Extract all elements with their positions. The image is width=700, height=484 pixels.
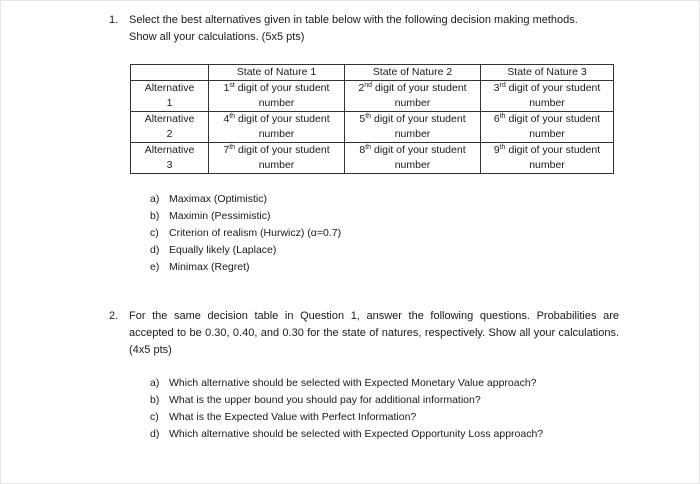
list-item-text: Maximin (Pessimistic)	[169, 210, 271, 222]
list-item	[150, 392, 543, 409]
alternative-number: 2	[166, 128, 173, 140]
question-1-method-list	[150, 191, 341, 276]
cell-text: digit of your student	[505, 144, 601, 156]
list-item	[150, 259, 341, 276]
table-cell	[209, 81, 345, 112]
question-1-number: 1.	[109, 14, 119, 26]
cell-line-1	[483, 112, 611, 127]
ordinal-suffix: th	[499, 113, 506, 120]
list-item-text: Equally likely (Laplace)	[169, 244, 277, 256]
cell-line-1	[347, 112, 478, 127]
list-item-text: Minimax (Regret)	[169, 261, 250, 273]
cell-line-1	[483, 143, 611, 158]
list-item	[150, 191, 341, 208]
list-item-text: Maximax (Optimistic)	[169, 193, 268, 205]
cell-line-2: number	[258, 159, 295, 171]
table-cell	[481, 112, 614, 143]
question-2-subquestion-list	[150, 375, 543, 443]
cell-text: digit of your student	[505, 113, 601, 125]
list-item	[150, 426, 543, 443]
list-item-label: b)	[150, 210, 160, 222]
question-1-line-1: Select the best alternatives given in table below with the following decision making methods.	[129, 14, 578, 26]
table-header-cell: State of Nature 3	[481, 65, 614, 81]
ordinal-suffix: th	[229, 144, 236, 151]
ordinal-suffix: th	[365, 113, 372, 120]
table-corner-cell	[131, 65, 209, 81]
alternative-word: Alternative	[144, 144, 195, 156]
table-header-row	[131, 65, 614, 81]
cell-line-1	[347, 143, 478, 158]
ordinal-number: 3	[493, 82, 500, 94]
table-cell	[481, 143, 614, 174]
list-item-label: c)	[150, 227, 159, 239]
ordinal-suffix: th	[365, 144, 372, 151]
ordinal-number: 5	[359, 113, 366, 125]
list-item-text: What is the upper bound you should pay for additional information?	[169, 394, 481, 406]
list-item-label: c)	[150, 411, 159, 423]
cell-text: digit of your student	[505, 82, 601, 94]
cell-line-2: number	[529, 128, 565, 140]
cell-line-1	[211, 143, 342, 158]
ordinal-number: 2	[358, 82, 365, 94]
question-2-number: 2.	[109, 310, 119, 322]
ordinal-suffix: th	[229, 113, 236, 120]
ordinal-number: 1	[223, 82, 230, 94]
table-cell	[209, 112, 345, 143]
table-cell	[209, 143, 345, 174]
list-item-text: Which alternative should be selected with Expected Monetary Value approach?	[169, 377, 537, 389]
ordinal-suffix: rd	[499, 82, 506, 89]
alternative-label-cell	[131, 143, 209, 174]
table-cell	[345, 81, 481, 112]
table-cell	[481, 81, 614, 112]
cell-line-1	[347, 81, 478, 96]
table-header-cell: State of Nature 2	[345, 65, 481, 81]
list-item-label: d)	[150, 244, 160, 256]
alternative-word: Alternative	[144, 82, 195, 94]
list-item-text: Criterion of realism (Hurwicz) (α=0.7)	[169, 227, 342, 239]
cell-line-1	[211, 81, 342, 96]
cell-line-2: number	[394, 128, 431, 140]
decision-table	[130, 64, 614, 174]
cell-line-2: number	[394, 159, 431, 171]
list-item	[150, 208, 341, 225]
list-item-label: e)	[150, 261, 160, 273]
question-1-text	[129, 12, 619, 46]
cell-text: digit of your student	[235, 144, 330, 156]
table-header-cell: State of Nature 1	[209, 65, 345, 81]
list-item-label: d)	[150, 428, 160, 440]
cell-line-1	[483, 81, 611, 96]
list-item	[150, 409, 543, 426]
cell-text: digit of your student	[372, 82, 467, 94]
ordinal-suffix: th	[499, 144, 506, 151]
cell-line-2: number	[258, 97, 295, 109]
cell-text: digit of your student	[371, 113, 466, 125]
table-cell	[345, 112, 481, 143]
cell-line-2: number	[258, 128, 295, 140]
cell-line-2: number	[529, 97, 565, 109]
table-row	[131, 143, 614, 174]
list-item	[150, 242, 341, 259]
question-2-text: For the same decision table in Question 1, answer the following questions. Probabilities are accepted to be 0.30, 0.40, and 0.30 for the state of natures, respectively. Show all your calculations. (4x5 pts)	[129, 310, 619, 356]
alternative-label-cell	[131, 112, 209, 143]
ordinal-number: 7	[223, 144, 230, 156]
ordinal-suffix: nd	[364, 82, 373, 89]
question-1-line-2: Show all your calculations. (5x5 pts)	[129, 31, 305, 43]
list-item	[150, 225, 341, 242]
ordinal-number: 4	[223, 113, 230, 125]
list-item	[150, 375, 543, 392]
cell-text: digit of your student	[235, 113, 330, 125]
alternative-label-cell	[131, 81, 209, 112]
ordinal-number: 8	[359, 144, 366, 156]
list-item-label: a)	[150, 193, 160, 205]
list-item-label: a)	[150, 377, 160, 389]
alternative-number: 1	[166, 97, 173, 109]
cell-text: digit of your student	[371, 144, 466, 156]
ordinal-number: 9	[493, 144, 500, 156]
table-row	[131, 112, 614, 143]
cell-line-2: number	[529, 159, 565, 171]
table-cell	[345, 143, 481, 174]
list-item-text: Which alternative should be selected with Expected Opportunity Loss approach?	[169, 428, 544, 440]
alternative-number: 3	[166, 159, 173, 171]
cell-line-1	[211, 112, 342, 127]
table-row	[131, 81, 614, 112]
list-item-text: What is the Expected Value with Perfect Information?	[169, 411, 417, 423]
cell-text: digit of your student	[234, 82, 330, 94]
ordinal-suffix: st	[229, 82, 235, 89]
ordinal-number: 6	[493, 113, 500, 125]
alternative-word: Alternative	[144, 113, 195, 125]
list-item-label: b)	[150, 394, 160, 406]
cell-line-2: number	[394, 97, 431, 109]
